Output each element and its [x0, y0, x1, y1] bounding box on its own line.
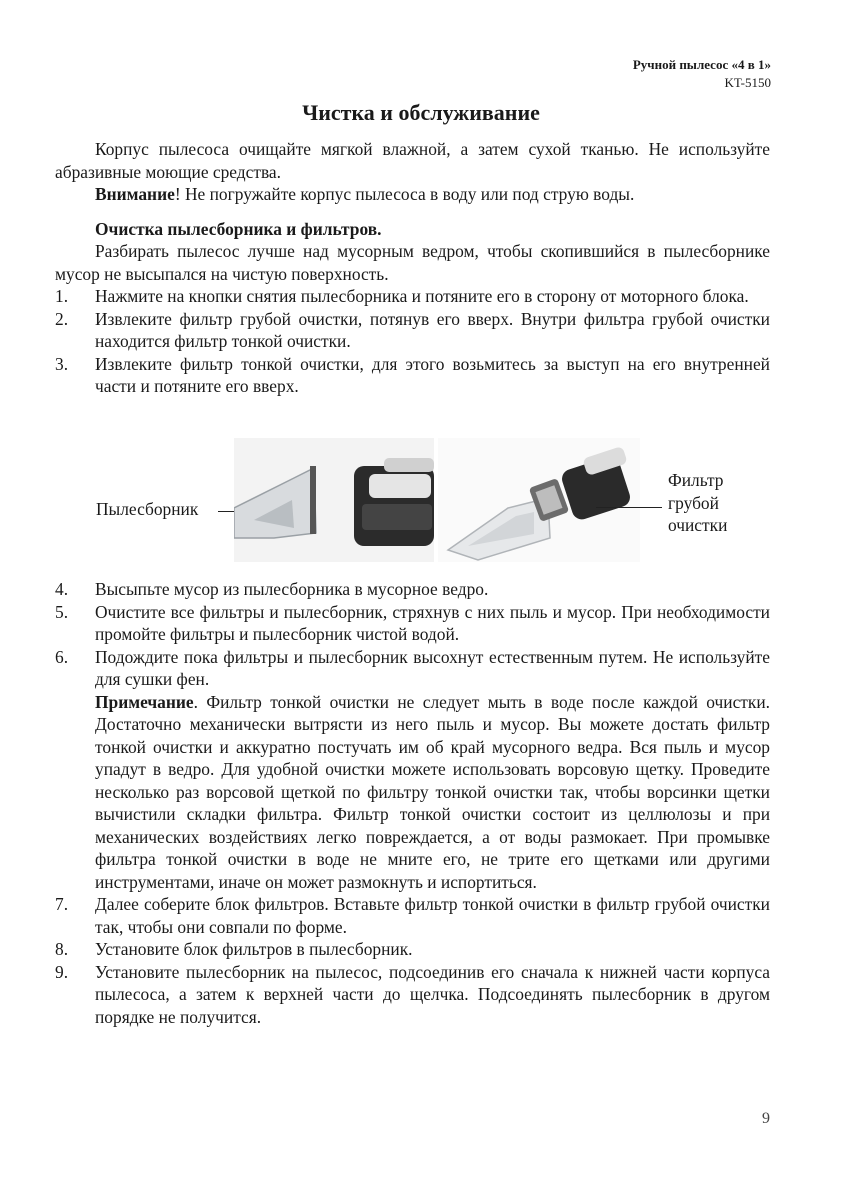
coarse-filter-leader-line	[596, 507, 662, 508]
header-product-name: Ручной пылесос «4 в 1»	[632, 57, 771, 72]
section-heading-text: Очистка пылесборника и фильтров.	[95, 218, 382, 239]
dust-bin-label: Пылесборник	[96, 499, 199, 519]
coarse-filter-label	[668, 469, 727, 537]
steps-list-c	[55, 893, 770, 1028]
coarse-filter-label-line3: очистки	[668, 515, 728, 535]
filter-figure	[96, 438, 746, 564]
step-number: 6.	[55, 646, 69, 667]
step-text: Подождите пока фильтры и пылесборник высохнут естественным путем. Не используйте для сушки фен.	[95, 646, 770, 689]
step-number: 1.	[55, 286, 69, 306]
step-number: 9.	[55, 961, 69, 982]
dust-bin-photo	[234, 438, 434, 562]
intro-paragraph: Корпус пылесоса очищайте мягкой влажной, а затем сухой тканью. Не используйте абразивные моющие средства.	[55, 139, 770, 182]
step-text: Очистите все фильтры и пылесборник, стряхнув с них пыль и мусор. При необходимости промойте фильтры и пылесборник чистой водой.	[95, 601, 770, 644]
step-text: Извлеките фильтр грубой очистки, потянув его вверх. Внутри фильтра грубой очистки находится фильтр тонкой очистки.	[95, 308, 770, 351]
note-text: . Фильтр тонкой очистки не следует мыть в воде после каждой очистки. Достаточно механически вытрясти из него пыль и мусор. Вы можете достать фильтр тонкой очистки и аккуратно постучать им об край мусорного ведра. Вся пыль и мусор упадут в ведро. Для удобной очистки можете использовать ворсовую щетку. Проведите несколько раз ворсовой щеткой по фильтру тонкой очистки так, чтобы ворсинки щетки вычистили складки фильтра. Фильтр тонкой очистки состоит из целлюлозы и при механических воздействиях легко повреждается, а от воды размокает. При промывке фильтра тонкой очистки в воде не мните его, не трите его щетками или другими инструментами, иначе он может размокнуть и испортиться.	[95, 691, 770, 892]
dust-bin-illustration	[234, 438, 434, 562]
step-number: 4.	[55, 579, 69, 599]
section-heading	[55, 218, 770, 241]
step-text: Нажмите на кнопки снятия пылесборника и потяните его в сторону от моторного блока.	[95, 286, 749, 306]
note-label: Примечание	[95, 691, 194, 712]
header-model: KT-5150	[724, 75, 771, 90]
step-number: 3.	[55, 353, 69, 374]
step-text: Высыпьте мусор из пылесборника в мусорное ведро.	[95, 579, 489, 599]
steps-list-a	[55, 285, 770, 398]
step-number: 7.	[55, 894, 69, 914]
list-item	[55, 961, 770, 1029]
list-item	[55, 353, 770, 398]
list-item	[55, 578, 770, 601]
coarse-filter-illustration	[438, 438, 640, 562]
coarse-filter-label-line2: грубой	[668, 492, 719, 513]
note-paragraph	[55, 691, 770, 894]
steps-list-b	[55, 578, 770, 691]
step-text: Установите пылесборник на пылесос, подсоединив его сначала к нижней части корпуса пылесоса, а затем к верхней части до щелчка. Подсоединять пылесборник в другом порядке не получится.	[95, 961, 770, 1027]
bottom-text-block	[55, 578, 770, 1028]
warning-text: ! Не погружайте корпус пылесоса в воду или под струю воды.	[174, 184, 635, 204]
step-number: 5.	[55, 601, 69, 622]
running-header	[633, 56, 771, 92]
list-item	[55, 938, 770, 961]
section-paragraph: Разбирать пылесос лучше над мусорным ведром, чтобы скопившийся в пылесборнике мусор не высыпался на чистую поверхность.	[55, 241, 770, 284]
list-item	[55, 893, 770, 938]
coarse-filter-label-line1: Фильтр	[668, 470, 724, 490]
step-number: 8.	[55, 939, 69, 959]
list-item	[55, 308, 770, 353]
warning-label: Внимание	[95, 184, 175, 204]
step-text: Далее соберите блок фильтров. Вставьте фильтр тонкой очистки в фильтр грубой очистки так, чтобы они совпали по форме.	[95, 894, 770, 937]
page-number: 9	[762, 1110, 770, 1127]
step-number: 2.	[55, 308, 69, 329]
list-item	[55, 285, 770, 308]
list-item	[55, 646, 770, 691]
step-text: Извлеките фильтр тонкой очистки, для этого возьмитесь за выступ на его внутренней части и потяните его вверх.	[95, 353, 770, 396]
page-title: Чистка и обслуживание	[302, 100, 540, 125]
coarse-filter-photo	[438, 438, 640, 562]
top-text-block	[55, 138, 770, 398]
list-item	[55, 601, 770, 646]
warning-paragraph	[55, 183, 770, 206]
step-text: Установите блок фильтров в пылесборник.	[95, 939, 413, 959]
